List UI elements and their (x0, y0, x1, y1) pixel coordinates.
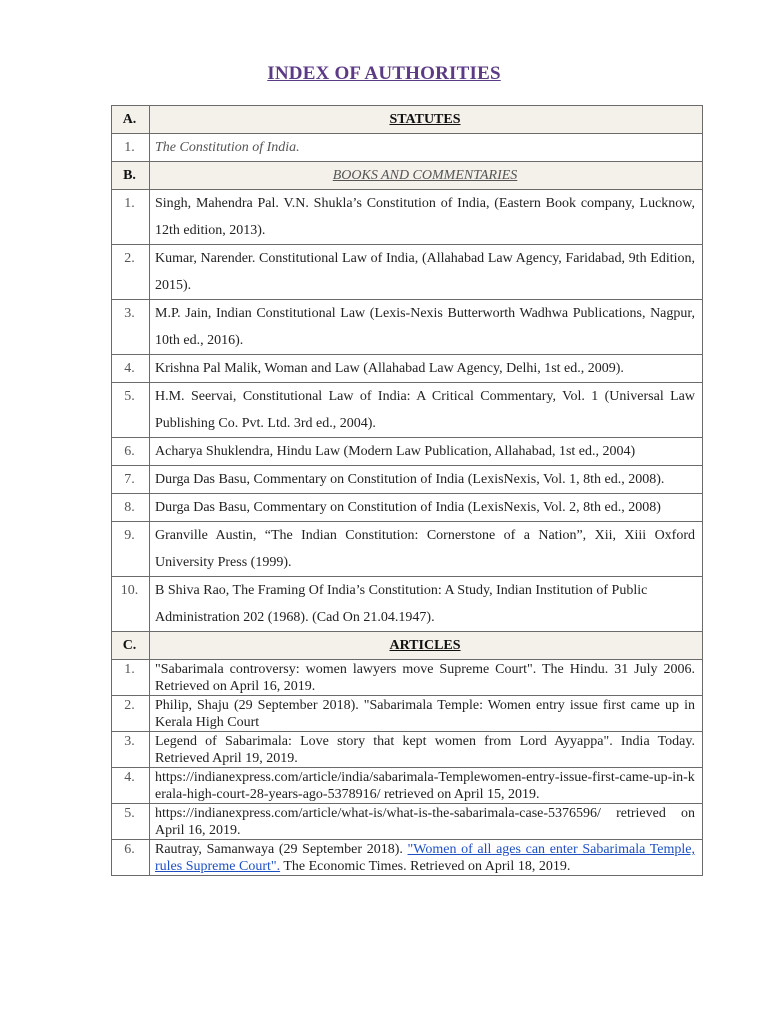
table-row (112, 804, 703, 840)
section-header-articles (112, 632, 703, 660)
table-row (112, 190, 703, 245)
citation-prefix: Rautray, Samanwaya (29 September 2018). (155, 842, 408, 857)
item-number: 5. (112, 383, 150, 438)
item-citation: Legend of Sabarimala: Love story that kept women from Lord Ayyappa". India Today. Retrieved April 19, 2019. (150, 732, 703, 768)
table-row (112, 660, 703, 696)
index-of-authorities-table (111, 105, 703, 876)
item-number: 3. (112, 300, 150, 355)
item-citation: M.P. Jain, Indian Constitutional Law (Lexis-Nexis Butterworth Wadhwa Publications, Nagpur, 10th ed., 2016). (150, 300, 703, 355)
item-number: 1. (112, 134, 150, 162)
item-number: 4. (112, 768, 150, 804)
item-citation: "Sabarimala controversy: women lawyers move Supreme Court". The Hindu. 31 July 2006. Retrieved on April 16, 2019. (150, 660, 703, 696)
table-row (112, 522, 703, 577)
table-row (112, 383, 703, 438)
table-row (112, 438, 703, 466)
item-citation: B Shiva Rao, The Framing Of India’s Constitution: A Study, Indian Institution of Public Administration 202 (1968). (Cad On 21.04.1947). (150, 577, 703, 632)
item-number: 1. (112, 190, 150, 245)
table-row (112, 768, 703, 804)
item-citation: https://indianexpress.com/article/india/sabarimala-Templewomen-entry-issue-first-came-up-in-kerala-high-court-28-years-ago-5378916/ retrieved on April 15, 2019. (150, 768, 703, 804)
citation-suffix: The Economic Times. Retrieved on April 18, 2019. (280, 859, 571, 874)
section-header-books (112, 162, 703, 190)
table-row (112, 840, 703, 876)
table-row (112, 494, 703, 522)
item-number: 4. (112, 355, 150, 383)
item-citation: Singh, Mahendra Pal. V.N. Shukla’s Constitution of India, (Eastern Book company, Lucknow, 12th edition, 2013). (150, 190, 703, 245)
item-citation: Durga Das Basu, Commentary on Constitution of India (LexisNexis, Vol. 1, 8th ed., 2008). (150, 466, 703, 494)
item-citation: Durga Das Basu, Commentary on Constitution of India (LexisNexis, Vol. 2, 8th ed., 2008) (150, 494, 703, 522)
table-row (112, 732, 703, 768)
section-letter: C. (112, 632, 150, 660)
item-number: 8. (112, 494, 150, 522)
item-number: 7. (112, 466, 150, 494)
item-number: 10. (112, 577, 150, 632)
section-header-statutes (112, 106, 703, 134)
table-row (112, 300, 703, 355)
item-citation (150, 840, 703, 876)
item-number: 2. (112, 245, 150, 300)
table-row (112, 134, 703, 162)
section-heading: BOOKS AND COMMENTARIES (150, 162, 703, 190)
table-row (112, 696, 703, 732)
item-number: 5. (112, 804, 150, 840)
item-number: 6. (112, 840, 150, 876)
item-number: 1. (112, 660, 150, 696)
section-letter: B. (112, 162, 150, 190)
table-row (112, 466, 703, 494)
article-link[interactable]: "Women of all ages can enter Sabarimala Temple, rules Supreme Court". (155, 842, 695, 874)
item-number: 6. (112, 438, 150, 466)
item-citation: Krishna Pal Malik, Woman and Law (Allahabad Law Agency, Delhi, 1st ed., 2009). (150, 355, 703, 383)
table-row (112, 577, 703, 632)
item-citation: Kumar, Narender. Constitutional Law of India, (Allahabad Law Agency, Faridabad, 9th Edition, 2015). (150, 245, 703, 300)
item-citation: The Constitution of India. (150, 134, 703, 162)
document-title: INDEX OF AUTHORITIES (267, 63, 501, 84)
item-number: 3. (112, 732, 150, 768)
item-number: 9. (112, 522, 150, 577)
table-row (112, 245, 703, 300)
item-number: 2. (112, 696, 150, 732)
section-letter: A. (112, 106, 150, 134)
item-citation: H.M. Seervai, Constitutional Law of India: A Critical Commentary, Vol. 1 (Universal Law Publishing Co. Pvt. Ltd. 3rd ed., 2004). (150, 383, 703, 438)
item-citation: Philip, Shaju (29 September 2018). "Sabarimala Temple: Women entry issue first came up in Kerala High Court (150, 696, 703, 732)
item-citation: Acharya Shuklendra, Hindu Law (Modern Law Publication, Allahabad, 1st ed., 2004) (150, 438, 703, 466)
item-citation: https://indianexpress.com/article/what-is/what-is-the-sabarimala-case-5376596/ retrieved on April 16, 2019. (150, 804, 703, 840)
section-heading: STATUTES (150, 106, 703, 134)
table-row (112, 355, 703, 383)
item-citation: Granville Austin, “The Indian Constitution: Cornerstone of a Nation”, Xii, Xiii Oxford University Press (1999). (150, 522, 703, 577)
section-heading: ARTICLES (150, 632, 703, 660)
